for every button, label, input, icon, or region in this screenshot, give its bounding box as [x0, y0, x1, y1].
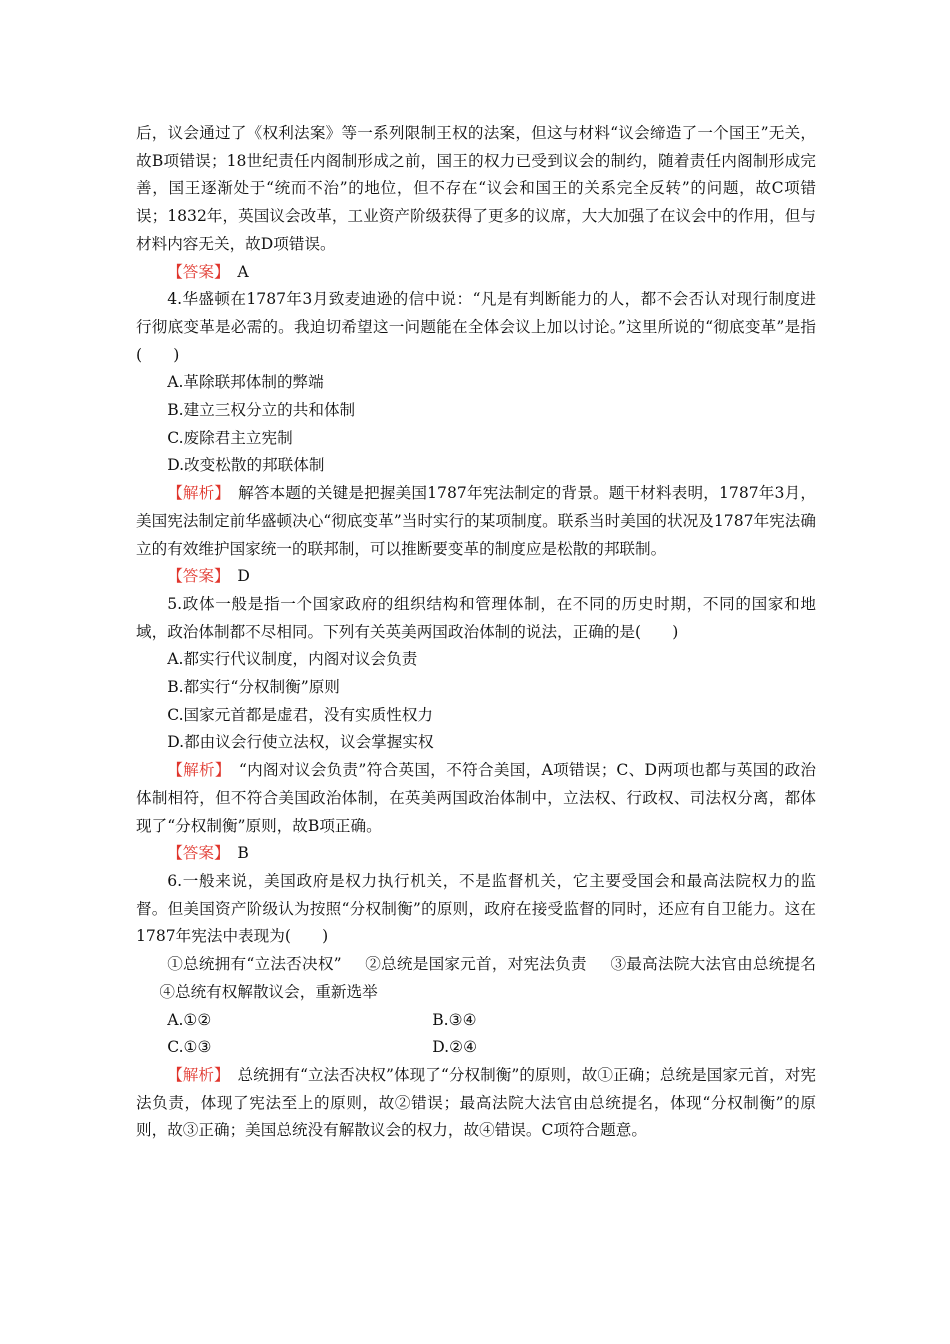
analysis-text: 总统拥有“立法否决权”体现了“分权制衡”的原则，故①正确；总统是国家元首，对宪法负责，体现了宪法至上的原则，故②错误；最高法院大法官由总统提名，体现“分权制衡”的原则，故③正确；美国总统没有解散议会的权力，故④错误。C项符合题意。 — [136, 1065, 816, 1140]
document-content — [136, 120, 816, 1145]
q6-option-d: D.②④ — [432, 1038, 478, 1057]
q5-option-b: B.都实行“分权制衡”原则 — [167, 678, 340, 697]
q4-option-a: A.革除联邦体制的弊端 — [167, 373, 324, 392]
answer-value: B — [237, 844, 249, 863]
q6-analysis — [136, 1062, 816, 1145]
q6-statement-1: ①总统拥有“立法否决权” — [167, 955, 342, 974]
answer-value: D — [237, 567, 250, 586]
answer-value: A — [237, 262, 249, 281]
answer-label: 【答案】 — [167, 844, 222, 863]
q6-option-b: B.③④ — [432, 1010, 477, 1029]
q4-answer — [136, 563, 816, 591]
q6-option-c: C.①③ — [167, 1038, 212, 1057]
question-6-stem: 6.一般来说，美国政府是权力执行机关，不是监督机关，它主要受国会和最高法院权力的监督。但美国资产阶级认为按照“分权制衡”的原则，政府在接受监督的同时，还应有自卫能力。这在1787年宪法中表现为( ) — [136, 871, 816, 946]
intro-paragraph: 后，议会通过了《权利法案》等一系列限制王权的法案，但这与材料“议会缔造了一个国王”无关，故B项错误；18世纪责任内阁制形成之前，国王的权力已受到议会的制约，随着责任内阁制形成完善，国王逐渐处于“统而不治”的地位，但不存在“议会和国王的关系完全反转”的问题，故C项错误；1832年，英国议会改革，工业资产阶级获得了更多的议席，大大加强了在议会中的作用，但与材料内容无关，故D项错误。 — [136, 124, 816, 253]
q6-option-a: A.①② — [167, 1010, 212, 1029]
q6-options-row-2 — [136, 1034, 816, 1062]
analysis-label: 【解析】 — [167, 761, 223, 780]
q4-option-c: C.废除君主立宪制 — [167, 428, 293, 447]
q5-option-d: D.都由议会行使立法权，议会掌握实权 — [167, 733, 434, 752]
analysis-label: 【解析】 — [167, 484, 223, 503]
analysis-label: 【解析】 — [167, 1065, 222, 1084]
q5-analysis — [136, 757, 816, 840]
q6-statement-4: ④总统有权解散议会，重新选举 — [159, 982, 378, 1001]
question-4-stem: 4.华盛顿在1787年3月致麦迪逊的信中说：“凡是有判断能力的人，都不会否认对现行制度进行彻底变革是必需的。我迫切希望这一问题能在全体会议上加以讨论。”这里所说的“彻底变革”是指( ) — [136, 290, 816, 364]
analysis-text: 解答本题的关键是把握美国1787年宪法制定的背景。题干材料表明，1787年3月，美国宪法制定前华盛顿决心“彻底变革”当时实行的某项制度。联系当时美国的状况及1787年宪法确立的有效维护国家统一的联邦制，可以推断要变革的制度应是松散的邦联制。 — [136, 484, 816, 558]
q5-option-c: C.国家元首都是虚君，没有实质性权力 — [167, 705, 434, 724]
answer-label: 【答案】 — [167, 567, 222, 586]
q6-statement-3: ③最高法院大法官由总统提名 — [610, 955, 816, 974]
q5-option-a: A.都实行代议制度，内阁对议会负责 — [167, 650, 418, 669]
q4-analysis — [136, 480, 816, 563]
q5-answer — [136, 840, 816, 868]
q4-option-d: D.改变松散的邦联体制 — [167, 456, 325, 475]
q6-options-row-1 — [136, 1007, 816, 1035]
answer-3 — [136, 259, 816, 287]
q6-statements — [136, 951, 816, 1006]
q4-option-b: B.建立三权分立的共和体制 — [167, 401, 356, 420]
analysis-text: “内阁对议会负责”符合英国，不符合美国，A项错误；C、D两项也都与英国的政治体制相符，但不符合美国政治体制，在英美两国政治体制中，立法权、行政权、司法权分离，都体现了“分权制衡”原则，故B项正确。 — [136, 761, 817, 835]
answer-label: 【答案】 — [167, 262, 222, 281]
question-5-stem: 5.政体一般是指一个国家政府的组织结构和管理体制，在不同的历史时期，不同的国家和地域，政治体制都不尽相同。下列有关英美两国政治体制的说法，正确的是( ) — [136, 594, 816, 641]
q6-statement-2: ②总统是国家元首，对宪法负责 — [365, 955, 587, 974]
